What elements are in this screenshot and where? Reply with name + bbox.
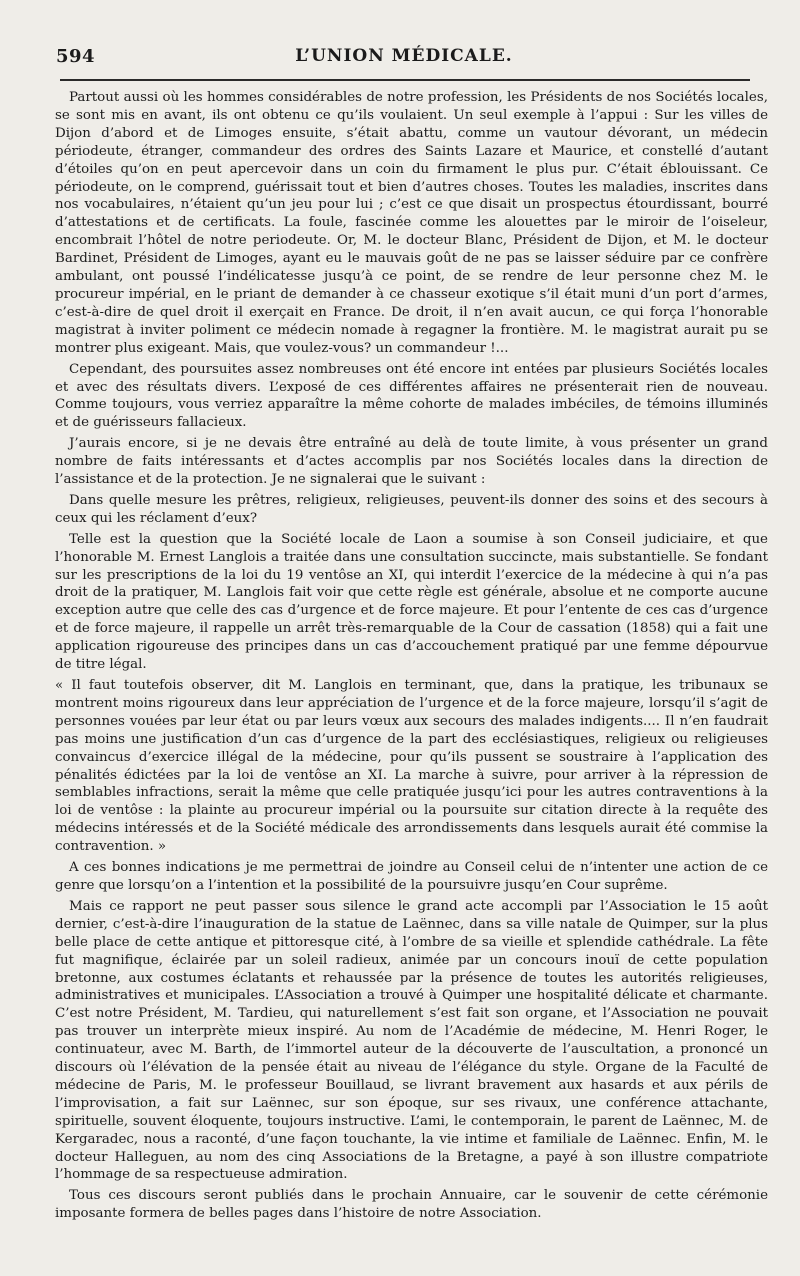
paragraph: Partout aussi où les hommes considérables de notre profession, les Présidents de nos Sociétés locales, se sont mis en avant, ils ont obtenu ce qu’ils voulaient. Un seul exemple à l’appui : Sur les villes de Dijon d’abord et de Limoges ensuite, s’était abattu, comme un vautour dévorant, un médecin périodeute, étranger, commandeur des ordres des Saints Lazare et Maurice, et constellé d’autant d’étoiles qu’on en peut apercevoir dans un coin du firmament le plus pur. C’était éblouissant. Ce périodeute, on le comprend, guérissait tout et bien d’autres choses. Toutes les maladies, inscrites dans nos vocabulaires, n’étaient qu’un jeu pour lui ; c’est ce que disait un prospectus étourdissant, bourré d’attestations et de certificats. La foule, fascinée comme les alouettes par le miroir de l’oiseleur, encombrait l’hôtel de notre periodeute. Or, M. le docteur Blanc, Président de Dijon, et M. le docteur Bardinet, Président de Limoges, ayant eu le mauvais goût de ne pas se laisser séduire par ce confrère ambulant, ont poussé l’indélicatesse jusqu’à ce point, de se rendre de leur personne chez M. le procureur impérial, en le priant de demander à ce chasseur exotique s’il était muni d’un port d’armes, c’est-à-dire de quel droit il exerçait en France. De droit, il n’en avait aucun, ce qui força l’honorable magistrat à inviter poliment ce médecin nomade à regagner la frontière. M. le magistrat aurait pu se montrer plus exigeant. Mais, que voulez-vous? un commandeur !... [55,90,768,356]
page-number: 594 [56,46,96,67]
paragraph: Tous ces discours seront publiés dans le prochain Annuaire, car le souvenir de cette cérémonie imposante formera de belles pages dans l’histoire de notre Association. [55,1188,768,1222]
paragraph: Telle est la question que la Société locale de Laon a soumise à son Conseil judiciaire, et que l’honorable M. Ernest Langlois a traitée dans une consultation succincte, mais substantielle. Se fondant sur les prescriptions de la loi du 19 ventôse an XI, qui interdit l’exercice de la médecine à qui n’a pas droit de la pratiquer, M. Langlois fait voir que cette règle est générale, absolue et ne comporte aucune exception autre que celle des cas d’urgence et de force majeure. Et pour l’entente de ces cas d’urgence et de force majeure, il rappelle un arrêt très-remarquable de la Cour de cassation (1858) qui a fait une application rigoureuse des principes dans un cas d’accouchement pratiqué par une femme dépourvue de titre légal. [55,531,768,673]
running-title: L’UNION MÉDICALE. [295,46,513,66]
body-text [55,89,768,1226]
paragraph: J’aurais encore, si je ne devais être entraîné au delà de toute limite, à vous présenter un grand nombre de faits intéressants et d’actes accomplis par nos Sociétés locales dans la direction de l’assistance et de la protection. Je ne signalerai que le suivant : [55,436,768,488]
paragraph: Mais ce rapport ne peut passer sous silence le grand acte accompli par l’Association le 15 août dernier, c’est-à-dire l’inauguration de la statue de Laënnec, dans sa ville natale de Quimper, sur la plus belle place de cette antique et pittoresque cité, à l’ombre de sa vieille et splendide cathédrale. La fête fut magnifique, éclairée par un soleil radieux, animée par un concours inouï de cette population bretonne, aux costumes éclatants et rehaussée par la présence de toutes les autorités religieuses, administratives et municipales. L’Association a trouvé à Quimper une hospitalité délicate et charmante. C’est notre Président, M. Tardieu, qui naturellement s’est fait son organe, et l’Association ne pouvait pas trouver un interprète mieux inspiré. Au nom de l’Académie de médecine, M. Henri Roger, le continuateur, avec M. Barth, de l’immortel auteur de la découverte de l’auscultation, a prononcé un discours où l’élévation de la pensée était au niveau de l’élégance du style. Organe de la Faculté de médecine de Paris, M. le professeur Bouillaud, se livrant bravement aux hasards et aux périls de l’improvisation, a fait sur Laënnec, sur son époque, sur ses rivaux, une conférence attachante, spirituelle, souvent éloquente, toujours instructive. L’ami, le contemporain, le parent de Laënnec, M. de Kergaradec, nous a raconté, d’une façon touchante, la vie intime et familiale de Laënnec. Enfin, M. le docteur Halleguen, au nom des cinq Associations de la Bretagne, a payé à son illustre compatriote l’hommage de sa respectueuse admiration. [55,898,768,1183]
page-header [56,46,752,74]
paragraph: Dans quelle mesure les prêtres, religieux, religieuses, peuvent-ils donner des soins et des secours à ceux qui les réclament d’eux? [55,492,768,526]
paragraph: Cependant, des poursuites assez nombreuses ont été encore int entées par plusieurs Sociétés locales et avec des résultats divers. L’exposé de ces différentes affaires ne présenterait rien de nouveau. Comme toujours, vous verriez apparaître la même cohorte de malades imbéciles, de témoins illuminés et de guérisseurs fallacieux. [55,361,768,431]
quoted-paragraph: « Il faut toutefois observer, dit M. Langlois en terminant, que, dans la pratique, les tribunaux se montrent moins rigoureux dans leur appréciation de l’urgence et de la force majeure, lorsqu’il s’agit de personnes vouées par leur état ou par leurs vœux aux secours des malades indigents.... Il n’en faudrait pas moins une justification d’un cas d’urgence de la part des ecclésiastiques, religieux ou religieuses convaincus d’exercice illégal de la médecine, pour qu’ils pussent se soustraire à l’application des pénalités édictées par la loi de ventôse an XI. La marche à suivre, pour arriver à la répression de semblables infractions, serait la même que celle pratiquée jusqu’ici pour les autres contraventions à la loi de ventôse : la plainte au procureur impérial ou la poursuite sur citation directe à la requête des médecins intéressés et de la Société médicale des arrondissements dans lesquels aurait été commise la contravention. » [55,678,768,855]
paragraph: A ces bonnes indications je me permettrai de joindre au Conseil celui de n’intenter une action de ce genre que lorsqu’on a l’intention et la possibilité de la poursuivre jusqu’en Cour suprême. [55,860,768,893]
header-rule [60,79,750,81]
